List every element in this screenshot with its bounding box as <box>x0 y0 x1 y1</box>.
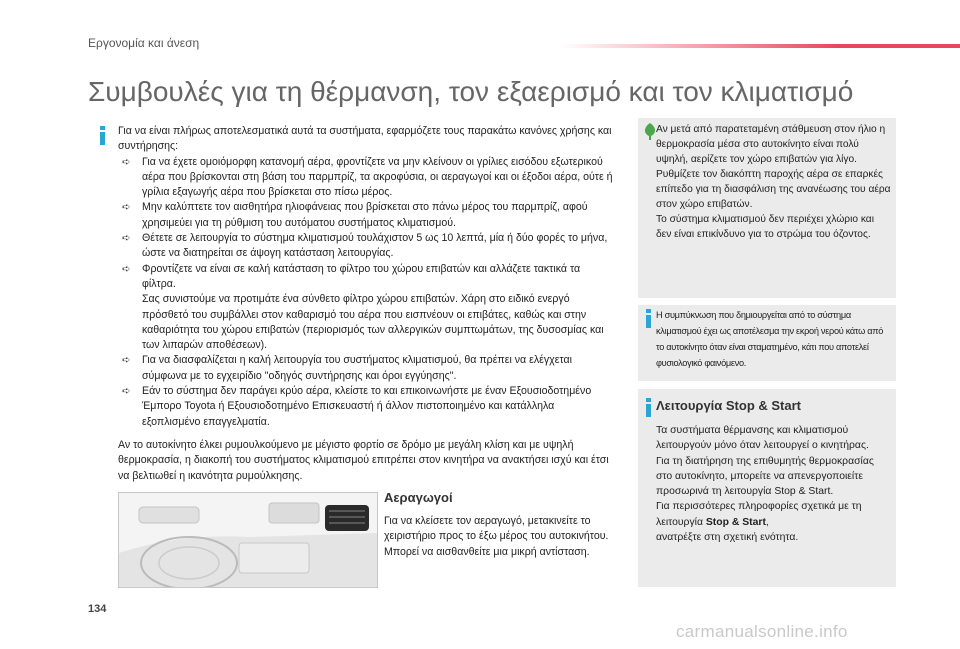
stop-start-box <box>638 389 896 587</box>
dashboard-drawing <box>119 493 377 587</box>
intro-text: Για να είναι πλήρως αποτελεσματικά αυτά τα συστήματα, εφαρμόζετε τους παρακάτω κανόνες χρήσης και συντήρησης: <box>118 125 612 153</box>
arrow-bullet-icon: ➪ <box>122 202 131 214</box>
arrow-bullet-icon: ➪ <box>122 263 131 275</box>
vents-text: Για να κλείσετε τον αεραγωγό, μετακινείτε το χειριστήριο προς το έξω μέρος του αυτοκινήτου. Μπορεί να αισθανθείτε μια μικρή αντίσταση. <box>384 515 609 558</box>
list-item: ➪ Εάν το σύστημα δεν παράγει κρύο αέρα, κλείστε το και επικοινωνήστε με έναν Εξουσιοδοτημένο Έμπορο Toyota ή Εξουσιοδοτημένο Επισκευαστή ή άλλον πιστοποιημένο και κατάλληλα εξοπλισμένο επαγγελματία. <box>122 385 592 428</box>
list-item: ➪ Μην καλύπτετε τον αισθητήρα ηλιοφάνειας που βρίσκεται στο πάνω μέρος του παρμπρίζ, αφού χρησιμεύει για τη ρύθμιση του αυτόματου συστήματος κλιματισμού. <box>122 201 588 229</box>
vents-title: Αεραγωγοί <box>384 490 453 505</box>
watermark: carmanualsonline.info <box>676 622 848 641</box>
stop-start-title: Λειτουργία Stop & Start <box>656 398 801 413</box>
tips-list-2 <box>118 353 614 429</box>
list-item: ➪ Φροντίζετε να είναι σε καλή κατάσταση το φίλτρο του χώρου επιβατών και αλλάζετε τακτικά τα φίλτρα. <box>122 262 581 290</box>
arrow-bullet-icon: ➪ <box>122 355 131 367</box>
leaf-icon <box>643 122 657 140</box>
towing-paragraph: Αν το αυτοκίνητο έλκει ρυμουλκούμενο με μέγιστο φορτίο σε δρόμο με μεγάλη κλίση και με υψηλή θερμοκρασία, η διακοπή του συστήματος κλιματισμού επιτρέπει στον κινητήρα να ανακτήσει ισχύ και έτσι να βελτιωθεί η ικανότητα ρυμούλκησης. <box>118 438 609 482</box>
list-item: ➪ Για να έχετε ομοιόμορφη κατανομή αέρα, φροντίζετε να μην κλείνουν οι γρίλιες εισόδου εξωτερικού αέρα που βρίσκονται στη βάση του παρμπρίζ, τα ακροφύσια, οι αεραγωγοί και οι έξοδοι αέρα, ούτε ή γρίλια εξαγωγής αέρα που βρίσκεται στο πίσω μέρος. <box>122 155 613 199</box>
arrow-bullet-icon: ➪ <box>122 386 131 398</box>
list-item: ➪ Για να διασφαλίζεται η καλή λειτουργία του συστήματος κλιματισμού, θα πρέπει να ελέγχεται σύμφωνα με το εγχειρίδιο "οδηγός συντήρησης και όροι εγγύησης". <box>122 354 572 382</box>
main-content <box>118 124 614 484</box>
filter-note: Σας συνιστούμε να προτιμάτε ένα σύνθετο φίλτρο χώρου επιβατών. Χάρη στο ειδικό ενεργό πρόσθετό του συμβάλλει στον καθαρισμό του αέρα που εισπνέουν οι επιβάτες, καθώς και στην καθαριότητα του χώρου επιβατών (περιορισμός των αλλεργικών συμπτωμάτων, της δυσοσμίας και των λιπαρών αποθέσεων). <box>142 293 604 352</box>
arrow-bullet-icon: ➪ <box>122 233 131 245</box>
header-accent-bar <box>560 44 960 48</box>
condensation-note: Η συμπύκνωση που δημιουργείται από το σύστημα κλιματισμού έχει ως αποτέλεσμα την εκροή νερού κάτω από το αυτοκίνητο όταν είναι σταματημένο, κάτι που αποτελεί φυσιολογικό φαινόμενο. <box>656 310 884 368</box>
eco-tip-box <box>638 118 896 298</box>
eco-note: Αν μετά από παρατεταμένη στάθμευση στον ήλιο η θερμοκρασία μέσα στο αυτοκίνητο είναι πολύ υψηλή, αερίζετε τον χώρο επιβατών για λίγο. Ρυθμίζετε τον διακόπτη παροχής αέρα σε επαρκές επίπεδο για τη διασφάλιση της ανανέωσης του αέρα στον χώρο επιβατών. Το σύστημα κλιματισμού δεν περιέχει χλώριο και δεν είναι επικίνδυνο για το στρώμα του όζοντος. <box>656 124 891 240</box>
condensation-box <box>638 305 896 381</box>
list-item: ➪ Θέτετε σε λειτουργία το σύστημα κλιματισμού τουλάχιστον 5 ως 10 λεπτά, μία ή δύο φορές το μήνα, ώστε να διατηρείται σε άψογη κατάσταση λειτουργίας. <box>122 232 608 260</box>
info-icon <box>100 126 105 145</box>
page-title: Συμβουλές για τη θέρμανση, τον εξαερισμό και τον κλιματισμό <box>88 76 854 107</box>
info-icon <box>646 398 651 417</box>
stop-start-text: Τα συστήματα θέρμανσης και κλιματισμού λειτουργούν μόνο όταν λειτουργεί ο κινητήρας. Για τη διατήρηση της επιθυμητής θερμοκρασίας στο αυτοκίνητο, μπορείτε να απενεργοποιείτε προσωρινά τη λειτουργία Stop & Start. Για περισσότερες πληροφορίες σχετικά με τη λειτουργία Stop & Start, ανατρέξτε στη σχετική ενότητα. <box>656 425 874 544</box>
page-number: 134 <box>88 603 107 615</box>
info-icon <box>646 309 651 328</box>
section-title: Εργονομία και άνεση <box>88 36 200 50</box>
tips-list <box>118 155 614 293</box>
dashboard-vents-illustration <box>118 492 378 588</box>
arrow-bullet-icon: ➪ <box>122 156 131 168</box>
